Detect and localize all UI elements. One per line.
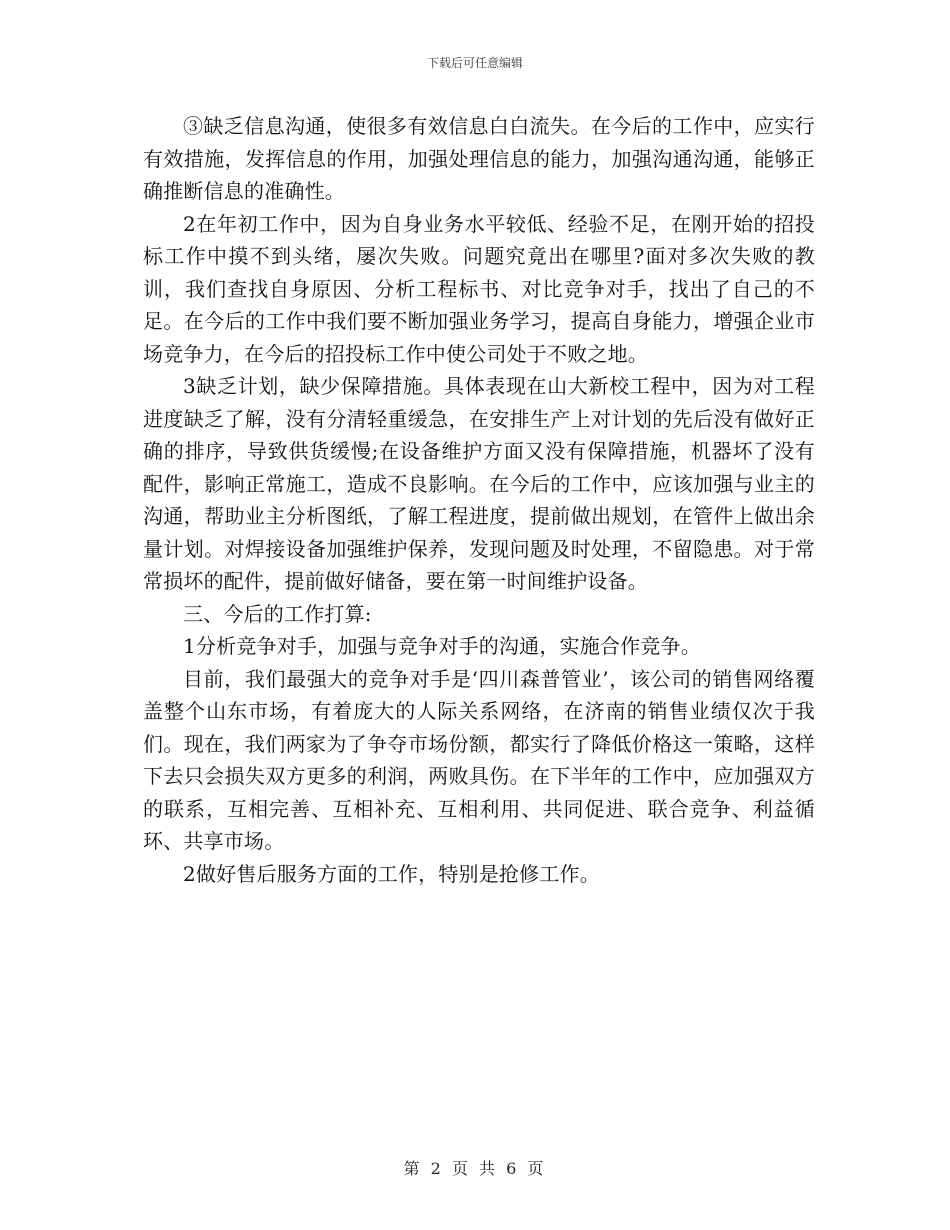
paragraph: ③缺乏信息沟通，使很多有效信息白白流失。在今后的工作中，应实行有效措施，发挥信息的作用，加强处理信息的能力，加强沟通沟通，能够正确推断信息的准确性。: [143, 114, 815, 203]
paragraph: 2做好售后服务方面的工作，特别是抢修工作。: [183, 861, 600, 886]
section-heading: 三、今后的工作打算:: [183, 601, 372, 626]
page-number: 第 2 页 共 6 页: [403, 1159, 547, 1178]
paragraph: 3缺乏计划，缺少保障措施。具体表现在山大新校工程中，因为对工程进度缺乏了解，没有分清轻重缓急，在安排生产上对计划的先后没有做好正确的排序，导致供货缓慢;在设备维护方面又没有保障措施，机器坏了没有配件，影响正常施工，造成不良影响。在今后的工作中，应该加强与业主的沟通，帮助业主分析图纸，了解工程进度，提前做出规划，在管件上做出余量计划。对焊接设备加强维护保养，发现问题及时处理，不留隐患。对于常常损坏的配件，提前做好储备，要在第一时间维护设备。: [143, 374, 815, 593]
document-body: [143, 110, 815, 890]
paragraph: 2在年初工作中，因为自身业务水平较低、经验不足，在刚开始的招投标工作中摸不到头绪，屡次失败。问题究竟出在哪里?面对多次失败的教训，我们查找自身原因、分析工程标书、对比竞争对手，找出了自己的不足。在今后的工作中我们要不断加强业务学习，提高自身能力，增强企业市场竞争力，在今后的招投标工作中使公司处于不败之地。: [143, 211, 815, 366]
paragraph: 目前，我们最强大的竞争对手是‘四川森普管业’，该公司的销售网络覆盖整个山东市场，有着庞大的人际关系网络，在济南的销售业绩仅次于我们。现在，我们两家为了争夺市场份额，都实行了降低价格这一策略，这样下去只会损失双方更多的利润，两败具伤。在下半年的工作中，应加强双方的联系，互相完善、互相补充、互相利用、共同促进、联合竞争、利益循环、共享市场。: [143, 666, 815, 853]
page-header-note: 下载后可任意编辑: [426, 56, 523, 70]
paragraph: 1分析竞争对手，加强与竞争对手的沟通，实施合作竞争。: [183, 634, 701, 658]
